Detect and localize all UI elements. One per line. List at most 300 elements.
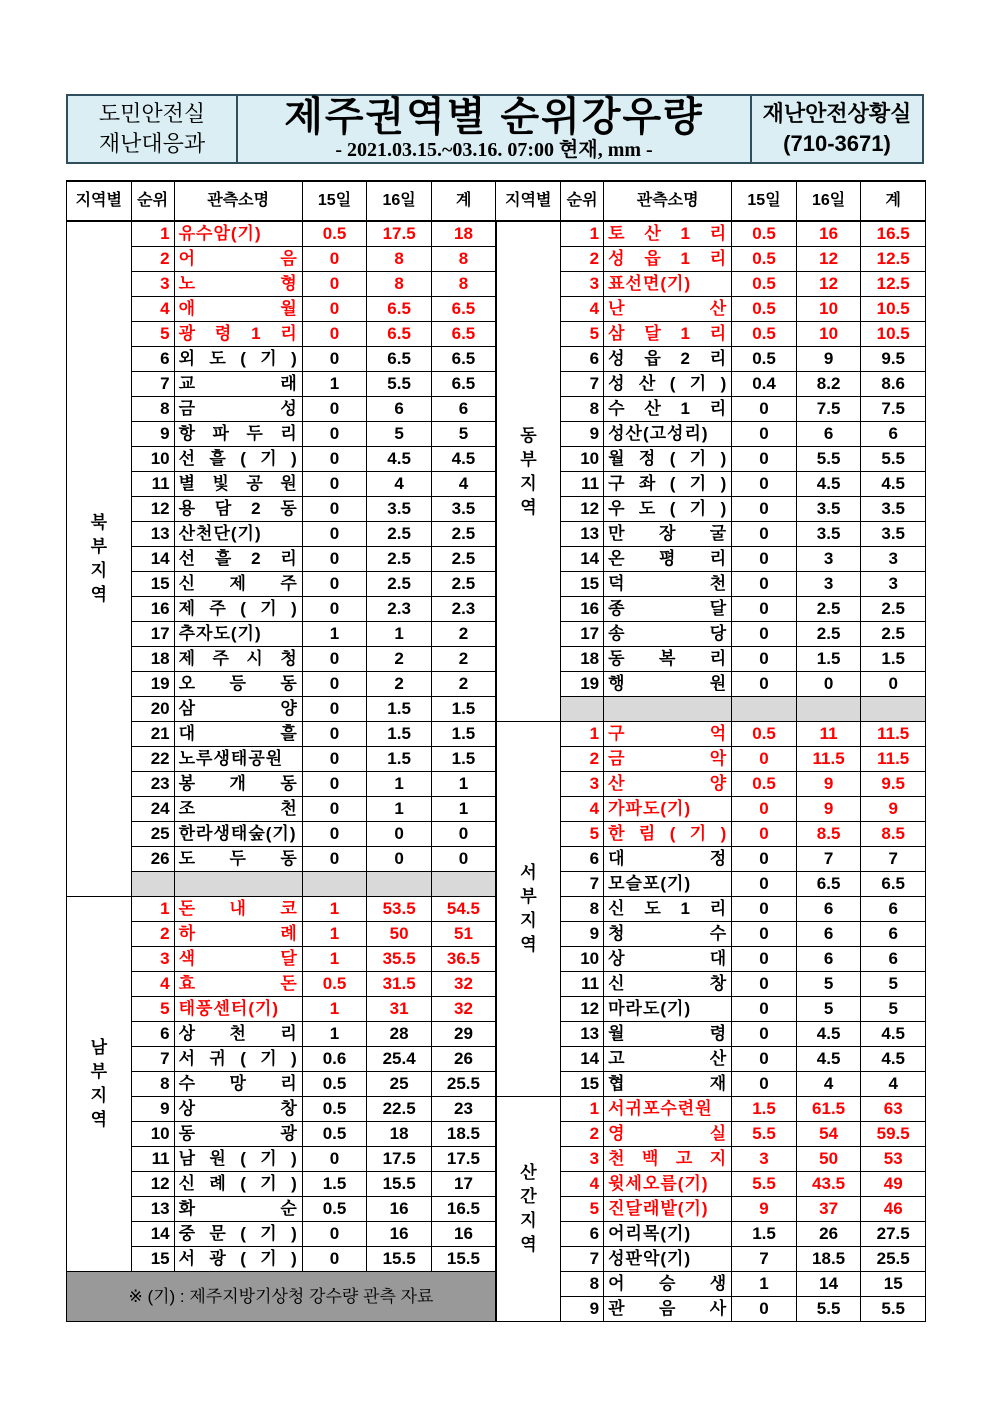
total-cell: 10.5: [861, 297, 926, 322]
station-cell: 봉 개 동: [174, 772, 302, 797]
d15-cell: 1: [302, 372, 367, 397]
d15-cell: 0: [302, 322, 367, 347]
d16-cell: 2.5: [367, 522, 432, 547]
station-cell: 대 정: [604, 847, 732, 872]
rank-cell: 3: [561, 1147, 604, 1172]
d16-cell: 8.5: [796, 822, 861, 847]
total-cell: 18: [431, 221, 496, 247]
rank-cell: 12: [561, 497, 604, 522]
table-row: [67, 722, 926, 747]
d16-cell: 22.5: [367, 1097, 432, 1122]
total-cell: 2: [431, 647, 496, 672]
table-row: [67, 1097, 926, 1122]
rank-cell: 8: [131, 1072, 174, 1097]
d15-cell: 0: [302, 647, 367, 672]
rank-cell: 15: [561, 572, 604, 597]
rank-cell: 21: [131, 722, 174, 747]
d15-cell: 0: [732, 872, 797, 897]
station-cell: 용 담 2 동: [174, 497, 302, 522]
total-cell: 8.6: [861, 372, 926, 397]
rank-cell: 6: [561, 847, 604, 872]
d15-cell: 0.5: [732, 272, 797, 297]
station-cell: 중 문 ( 기 ): [174, 1222, 302, 1247]
d15-cell: 0: [732, 897, 797, 922]
station-cell: 영 실: [604, 1122, 732, 1147]
d16-cell: 4.5: [796, 1047, 861, 1072]
region-west: 서 부 지 역: [496, 722, 561, 1097]
total-cell: 15: [861, 1272, 926, 1297]
total-cell: 9.5: [861, 347, 926, 372]
region-east: 동 부 지 역: [496, 221, 561, 722]
d16-cell: 7: [796, 847, 861, 872]
empty-cell: [796, 697, 861, 722]
d16-cell: 18.5: [796, 1247, 861, 1272]
station-cell: 만 장 굴: [604, 522, 732, 547]
d15-cell: 0.5: [732, 247, 797, 272]
d15-cell: 0: [732, 597, 797, 622]
total-cell: 1: [431, 772, 496, 797]
empty-cell: [732, 697, 797, 722]
station-cell: 수 망 리: [174, 1072, 302, 1097]
d16-cell: 5: [367, 422, 432, 447]
d15-cell: 0: [732, 522, 797, 547]
d16-cell: 4.5: [796, 1022, 861, 1047]
total-cell: 8: [431, 272, 496, 297]
d16-cell: 1.5: [367, 747, 432, 772]
total-cell: 6.5: [431, 347, 496, 372]
d15-cell: 0: [732, 972, 797, 997]
d16-cell: 6: [796, 922, 861, 947]
total-cell: 6: [861, 897, 926, 922]
d15-cell: 0: [302, 697, 367, 722]
d16-cell: 15.5: [367, 1172, 432, 1197]
d15-cell: 1: [302, 622, 367, 647]
station-cell: 어리목(기): [604, 1222, 732, 1247]
rank-cell: 14: [131, 1222, 174, 1247]
d15-cell: 0: [302, 572, 367, 597]
total-cell: 12.5: [861, 272, 926, 297]
station-cell: 외 도 ( 기 ): [174, 347, 302, 372]
station-cell: 구 억: [604, 722, 732, 747]
total-cell: 11.5: [861, 747, 926, 772]
station-cell: 성판악(기): [604, 1247, 732, 1272]
station-cell: 노루생태공원: [174, 747, 302, 772]
station-cell: 항 파 두 리: [174, 422, 302, 447]
empty-cell: [174, 872, 302, 897]
station-cell: 하 례: [174, 922, 302, 947]
station-cell: 모슬포(기): [604, 872, 732, 897]
d16-cell: 1: [367, 797, 432, 822]
rank-cell: 4: [561, 797, 604, 822]
d15-cell: 0: [302, 822, 367, 847]
station-cell: 산천단(기): [174, 522, 302, 547]
d16-cell: 7.5: [796, 397, 861, 422]
rank-cell: 7: [131, 1047, 174, 1072]
d15-cell: 0: [732, 572, 797, 597]
d15-cell: 0: [302, 472, 367, 497]
d15-cell: 1: [302, 997, 367, 1022]
total-cell: 16.5: [861, 221, 926, 247]
total-cell: 63: [861, 1097, 926, 1122]
d16-cell: 5.5: [796, 1297, 861, 1322]
rank-cell: 7: [131, 372, 174, 397]
d16-cell: 12: [796, 272, 861, 297]
d16-cell: 9: [796, 772, 861, 797]
station-cell: 성산(고성리): [604, 422, 732, 447]
rank-cell: 17: [131, 622, 174, 647]
d16-cell: 1.5: [367, 722, 432, 747]
contact-line1: 재난안전상황실: [762, 101, 912, 126]
station-cell: 서귀포수련원: [604, 1097, 732, 1122]
rank-cell: 20: [131, 697, 174, 722]
station-cell: 애 월: [174, 297, 302, 322]
total-cell: 3: [861, 547, 926, 572]
station-cell: 서 광 ( 기 ): [174, 1247, 302, 1272]
total-cell: 5: [861, 972, 926, 997]
station-cell: 행 원: [604, 672, 732, 697]
d15-cell: 1: [302, 947, 367, 972]
d15-cell: 0: [302, 347, 367, 372]
total-cell: 25.5: [431, 1072, 496, 1097]
d15-cell: 0: [732, 922, 797, 947]
total-cell: 6: [861, 422, 926, 447]
d15-cell: 0.5: [302, 1097, 367, 1122]
station-cell: 태풍센터(기): [174, 997, 302, 1022]
rank-cell: 5: [561, 822, 604, 847]
total-cell: 54.5: [431, 897, 496, 922]
rank-cell: 3: [561, 272, 604, 297]
region-north: 북 부 지 역: [67, 221, 132, 897]
rank-cell: 5: [131, 322, 174, 347]
d16-cell: 6.5: [367, 347, 432, 372]
rank-cell: 25: [131, 822, 174, 847]
total-cell: 6.5: [861, 872, 926, 897]
rank-cell: 2: [561, 247, 604, 272]
station-cell: 삼 양: [174, 697, 302, 722]
d16-cell: 37: [796, 1197, 861, 1222]
col-region: 지역별: [67, 181, 132, 221]
station-cell: 오 등 동: [174, 672, 302, 697]
total-cell: 32: [431, 972, 496, 997]
rank-cell: 14: [561, 547, 604, 572]
rank-cell: 5: [131, 997, 174, 1022]
total-cell: 26: [431, 1047, 496, 1072]
station-cell: 토 산 1 리: [604, 221, 732, 247]
empty-cell: [367, 872, 432, 897]
d15-cell: 0: [302, 1222, 367, 1247]
total-cell: 2.5: [861, 597, 926, 622]
rank-cell: 26: [131, 847, 174, 872]
d15-cell: 1: [732, 1272, 797, 1297]
rank-cell: 4: [561, 297, 604, 322]
d15-cell: 0: [732, 747, 797, 772]
col-d16: 16일: [367, 181, 432, 221]
rank-cell: 4: [131, 297, 174, 322]
station-cell: 구 좌 ( 기 ): [604, 472, 732, 497]
d15-cell: 1.5: [732, 1097, 797, 1122]
station-cell: 덕 천: [604, 572, 732, 597]
rank-cell: 12: [131, 1172, 174, 1197]
total-cell: 17: [431, 1172, 496, 1197]
station-cell: 교 래: [174, 372, 302, 397]
rank-cell: 19: [131, 672, 174, 697]
total-cell: 6: [431, 397, 496, 422]
station-cell: 청 수: [604, 922, 732, 947]
d16-cell: 2.5: [367, 547, 432, 572]
rank-cell: 11: [131, 1147, 174, 1172]
rank-cell: 2: [561, 747, 604, 772]
empty-cell: [861, 697, 926, 722]
d16-cell: 2.5: [796, 622, 861, 647]
col-rank: 순위: [131, 181, 174, 221]
d15-cell: 0: [302, 1147, 367, 1172]
rank-cell: 9: [561, 1297, 604, 1322]
total-cell: 3.5: [861, 522, 926, 547]
station-cell: 유수암(기): [174, 221, 302, 247]
total-cell: 4.5: [861, 472, 926, 497]
rank-cell: 1: [561, 722, 604, 747]
station-cell: 추자도(기): [174, 622, 302, 647]
empty-cell: [302, 872, 367, 897]
rank-cell: 8: [561, 1272, 604, 1297]
d15-cell: 0: [302, 772, 367, 797]
d16-cell: 43.5: [796, 1172, 861, 1197]
station-cell: 제 주 ( 기 ): [174, 597, 302, 622]
rank-cell: 10: [131, 447, 174, 472]
total-cell: 2.5: [431, 572, 496, 597]
rank-cell: 1: [131, 897, 174, 922]
rank-cell: 2: [131, 922, 174, 947]
d16-cell: 0: [367, 822, 432, 847]
station-cell: 어 승 생: [604, 1272, 732, 1297]
d15-cell: 0: [302, 847, 367, 872]
rank-cell: 22: [131, 747, 174, 772]
d15-cell: 0: [732, 497, 797, 522]
d16-cell: 9: [796, 797, 861, 822]
d15-cell: 0: [732, 1022, 797, 1047]
total-cell: 6: [861, 947, 926, 972]
table-header-row: [67, 181, 926, 221]
total-cell: 0: [861, 672, 926, 697]
station-cell: 노 형: [174, 272, 302, 297]
d16-cell: 3: [796, 547, 861, 572]
d15-cell: 0: [302, 547, 367, 572]
department-line1: 도민안전실: [98, 101, 206, 126]
rank-cell: 17: [561, 622, 604, 647]
col-total-right: 계: [861, 181, 926, 221]
rank-cell: 3: [561, 772, 604, 797]
total-cell: 7.5: [861, 397, 926, 422]
total-cell: 4: [431, 472, 496, 497]
d15-cell: 0: [732, 397, 797, 422]
station-cell: 상 창: [174, 1097, 302, 1122]
d15-cell: 0: [302, 247, 367, 272]
d16-cell: 28: [367, 1022, 432, 1047]
d16-cell: 8.2: [796, 372, 861, 397]
d16-cell: 6.5: [367, 322, 432, 347]
station-cell: 신 창: [604, 972, 732, 997]
total-cell: 53: [861, 1147, 926, 1172]
total-cell: 27.5: [861, 1222, 926, 1247]
total-cell: 6.5: [431, 322, 496, 347]
col-d15: 15일: [302, 181, 367, 221]
total-cell: 1.5: [861, 647, 926, 672]
d15-cell: 5.5: [732, 1122, 797, 1147]
d15-cell: 0: [302, 1247, 367, 1272]
d16-cell: 6: [796, 897, 861, 922]
total-cell: 32: [431, 997, 496, 1022]
rank-cell: 7: [561, 1247, 604, 1272]
d16-cell: 2: [367, 672, 432, 697]
station-cell: 성 읍 2 리: [604, 347, 732, 372]
d15-cell: 0: [732, 1047, 797, 1072]
d15-cell: 0: [732, 822, 797, 847]
d16-cell: 5: [796, 972, 861, 997]
rank-cell: 16: [561, 597, 604, 622]
d15-cell: 0.5: [732, 722, 797, 747]
station-cell: 월 정 ( 기 ): [604, 447, 732, 472]
total-cell: 1.5: [431, 722, 496, 747]
total-cell: 36.5: [431, 947, 496, 972]
rank-cell: 14: [561, 1047, 604, 1072]
station-cell: 수 산 1 리: [604, 397, 732, 422]
total-cell: 59.5: [861, 1122, 926, 1147]
total-cell: 5: [431, 422, 496, 447]
d15-cell: 0: [302, 297, 367, 322]
d16-cell: 3: [796, 572, 861, 597]
total-cell: 8.5: [861, 822, 926, 847]
d16-cell: 8: [367, 247, 432, 272]
d16-cell: 2: [367, 647, 432, 672]
rainfall-table: [66, 180, 926, 1322]
d15-cell: 0: [732, 622, 797, 647]
station-cell: 금 성: [174, 397, 302, 422]
d15-cell: 0.5: [732, 297, 797, 322]
d15-cell: 0.4: [732, 372, 797, 397]
station-cell: 진달래밭(기): [604, 1197, 732, 1222]
rank-cell: 6: [561, 1222, 604, 1247]
rank-cell: 12: [131, 497, 174, 522]
d16-cell: 31: [367, 997, 432, 1022]
d15-cell: 0: [732, 672, 797, 697]
d15-cell: 5.5: [732, 1172, 797, 1197]
station-cell: 별 빛 공 원: [174, 472, 302, 497]
d16-cell: 11.5: [796, 747, 861, 772]
d15-cell: 0: [302, 422, 367, 447]
d16-cell: 4: [367, 472, 432, 497]
d16-cell: 2.3: [367, 597, 432, 622]
report-header: [66, 94, 924, 164]
rank-cell: 5: [561, 1197, 604, 1222]
total-cell: 6: [861, 922, 926, 947]
d16-cell: 31.5: [367, 972, 432, 997]
department-box: [68, 96, 238, 162]
d16-cell: 50: [796, 1147, 861, 1172]
rank-cell: 15: [131, 572, 174, 597]
empty-cell: [131, 872, 174, 897]
total-cell: 11.5: [861, 722, 926, 747]
d16-cell: 26: [796, 1222, 861, 1247]
station-cell: 관 음 사: [604, 1297, 732, 1322]
title-box: [238, 96, 752, 162]
d16-cell: 4.5: [367, 447, 432, 472]
rank-cell: 9: [561, 422, 604, 447]
d15-cell: 1: [302, 897, 367, 922]
rank-cell: 16: [131, 597, 174, 622]
rank-cell: 11: [131, 472, 174, 497]
station-cell: 산 양: [604, 772, 732, 797]
total-cell: 2: [431, 622, 496, 647]
rank-cell: 10: [561, 947, 604, 972]
total-cell: 2: [431, 672, 496, 697]
total-cell: 25.5: [861, 1247, 926, 1272]
total-cell: 2.5: [861, 622, 926, 647]
d15-cell: 0.5: [302, 1197, 367, 1222]
station-cell: 난 산: [604, 297, 732, 322]
total-cell: 1.5: [431, 697, 496, 722]
rank-cell: 6: [561, 347, 604, 372]
rank-cell: 5: [561, 322, 604, 347]
report-subtitle: - 2021.03.15.~03.16. 07:00 현재, mm -: [335, 139, 653, 161]
station-cell: 상 천 리: [174, 1022, 302, 1047]
d16-cell: 10: [796, 322, 861, 347]
d15-cell: 0: [302, 497, 367, 522]
rank-cell: 2: [131, 247, 174, 272]
d16-cell: 2.5: [796, 597, 861, 622]
d16-cell: 4: [796, 1072, 861, 1097]
source-note: ※ (기) : 제주지방기상청 강수량 관측 자료: [67, 1272, 496, 1322]
d16-cell: 1.5: [796, 647, 861, 672]
d15-cell: 0.5: [302, 221, 367, 247]
d16-cell: 54: [796, 1122, 861, 1147]
station-cell: 동 광: [174, 1122, 302, 1147]
d16-cell: 6.5: [367, 297, 432, 322]
d15-cell: 0: [302, 797, 367, 822]
d15-cell: 0: [302, 722, 367, 747]
rank-cell: 9: [131, 422, 174, 447]
rank-cell: 1: [561, 1097, 604, 1122]
d16-cell: 17.5: [367, 1147, 432, 1172]
station-cell: 화 순: [174, 1197, 302, 1222]
station-cell: 신 도 1 리: [604, 897, 732, 922]
rank-cell: 9: [561, 922, 604, 947]
station-cell: 효 돈: [174, 972, 302, 997]
rank-cell: 6: [131, 347, 174, 372]
col-station-right: 관측소명: [604, 181, 732, 221]
col-d16-right: 16일: [796, 181, 861, 221]
rank-cell: 15: [561, 1072, 604, 1097]
d15-cell: 0.5: [302, 1122, 367, 1147]
d16-cell: 61.5: [796, 1097, 861, 1122]
rank-cell: 3: [131, 947, 174, 972]
d15-cell: 0: [732, 997, 797, 1022]
d16-cell: 16: [796, 221, 861, 247]
rank-cell: 19: [561, 672, 604, 697]
station-cell: 선 흘 ( 기 ): [174, 447, 302, 472]
rank-cell: 4: [131, 972, 174, 997]
d16-cell: 3.5: [796, 497, 861, 522]
station-cell: 마라도(기): [604, 997, 732, 1022]
total-cell: 1.5: [431, 747, 496, 772]
d16-cell: 6: [796, 947, 861, 972]
station-cell: 고 산: [604, 1047, 732, 1072]
station-cell: 월 령: [604, 1022, 732, 1047]
table-body: [67, 221, 926, 1322]
d15-cell: 0.6: [302, 1047, 367, 1072]
d16-cell: 12: [796, 247, 861, 272]
total-cell: 16.5: [431, 1197, 496, 1222]
d16-cell: 3.5: [367, 497, 432, 522]
